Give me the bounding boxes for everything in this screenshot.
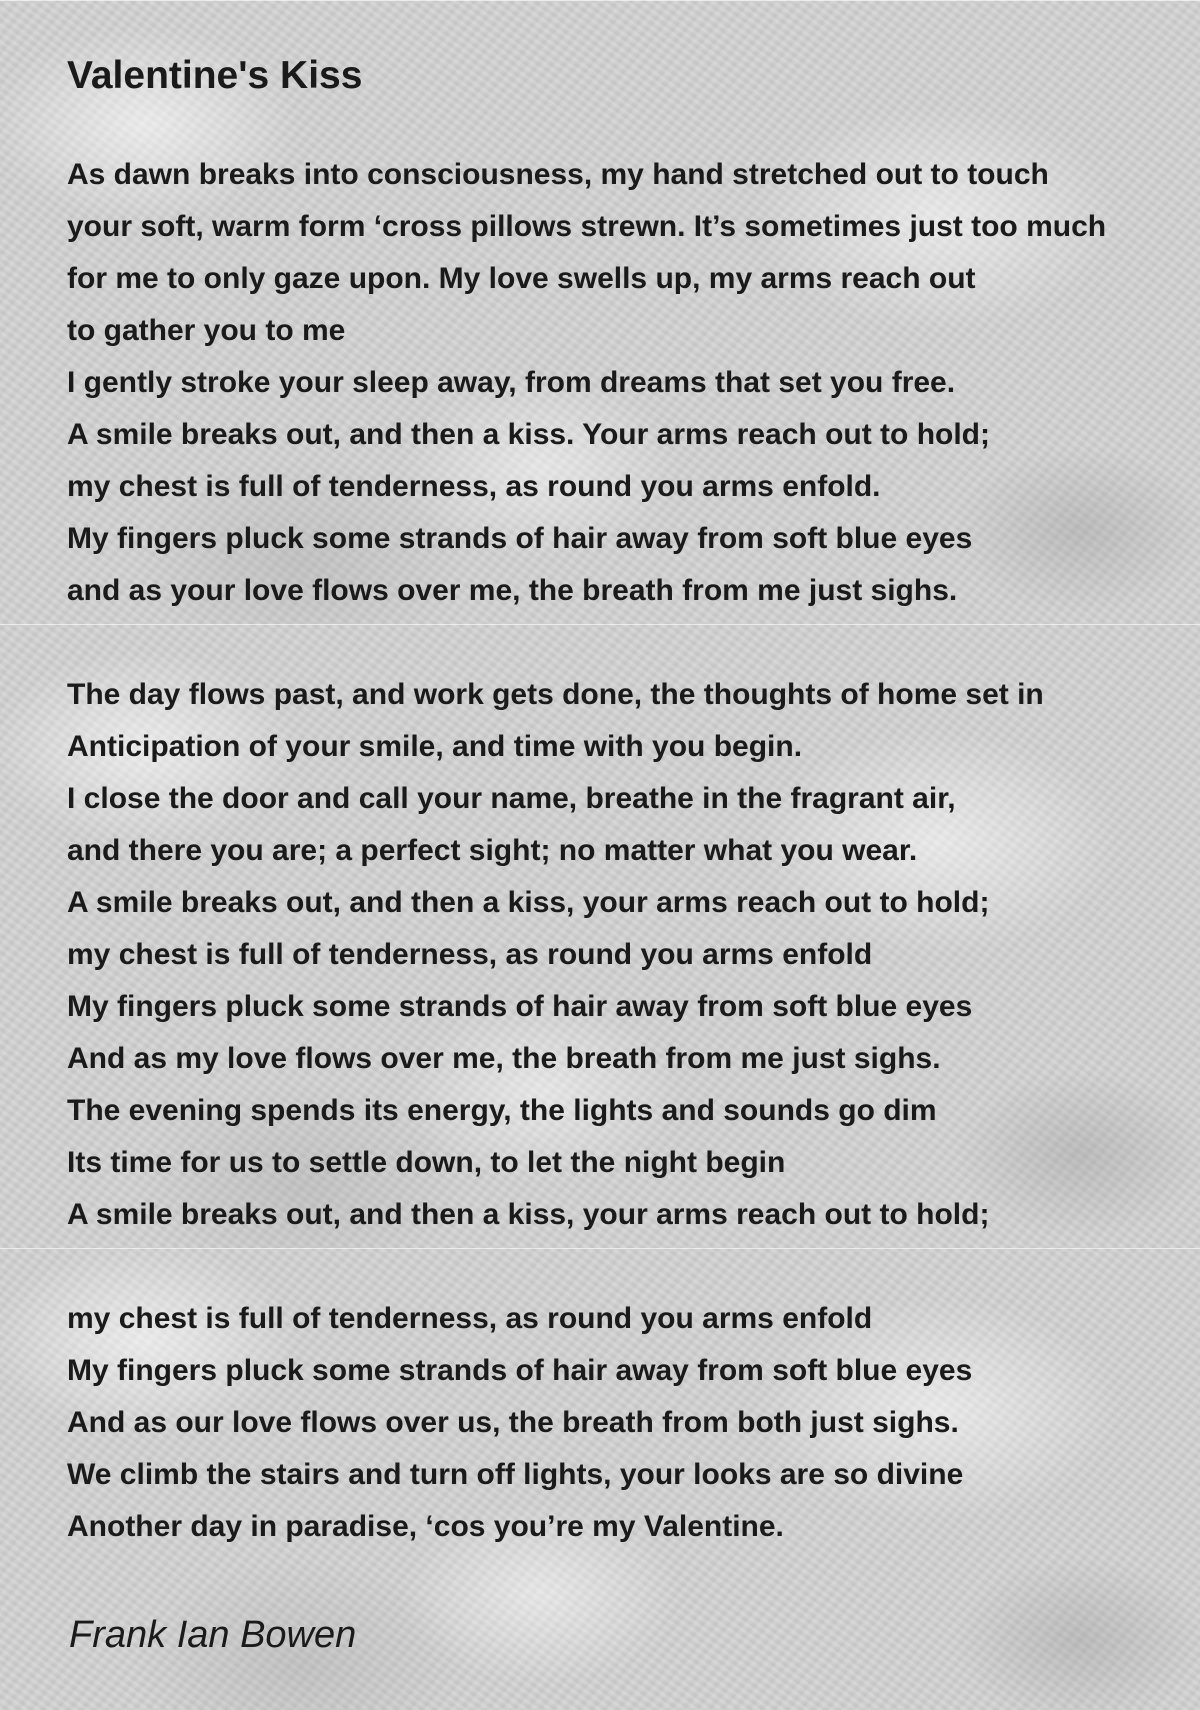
poem-line: We climb the stairs and turn off lights, your looks are so divine xyxy=(67,1458,964,1491)
poem-line: Its time for us to settle down, to let the night begin xyxy=(67,1146,786,1179)
poem-line: The day flows past, and work gets done, the thoughts of home set in xyxy=(67,678,1044,711)
poem-line: My fingers pluck some strands of hair away from soft blue eyes xyxy=(67,1354,973,1387)
poem-line: A smile breaks out, and then a kiss. Your arms reach out to hold; xyxy=(67,418,990,451)
poem-line: A smile breaks out, and then a kiss, your arms reach out to hold; xyxy=(67,886,990,919)
poem-line: Anticipation of your smile, and time with you begin. xyxy=(67,730,803,763)
poem-line: my chest is full of tenderness, as round you arms enfold xyxy=(67,938,873,971)
poem-line: and there you are; a perfect sight; no matter what you wear. xyxy=(67,834,918,867)
poem-line: My fingers pluck some strands of hair away from soft blue eyes xyxy=(67,990,973,1023)
poem-line: to gather you to me xyxy=(67,314,346,347)
poem-line: And as our love flows over us, the breath from both just sighs. xyxy=(67,1406,959,1439)
poem-line: I close the door and call your name, breathe in the fragrant air, xyxy=(67,782,956,815)
poem-author: Frank Ian Bowen xyxy=(69,1614,357,1656)
poem-line: I gently stroke your sleep away, from dreams that set you free. xyxy=(67,366,956,399)
poem-title: Valentine's Kiss xyxy=(67,54,363,97)
poem-line: for me to only gaze upon. My love swells up, my arms reach out xyxy=(67,262,976,295)
stanza-1 xyxy=(67,149,1106,617)
poem-line: Another day in paradise, ‘cos you’re my Valentine. xyxy=(67,1510,784,1543)
poem-line: my chest is full of tenderness, as round you arms enfold. xyxy=(67,470,881,503)
poem-line: The evening spends its energy, the lights and sounds go dim xyxy=(67,1094,937,1127)
poem-line: your soft, warm form ‘cross pillows strewn. It’s sometimes just too much xyxy=(67,210,1107,243)
poem-line: As dawn breaks into consciousness, my hand stretched out to touch xyxy=(67,158,1049,191)
stanza-2 xyxy=(67,669,1044,1241)
poem-line: A smile breaks out, and then a kiss, your arms reach out to hold; xyxy=(67,1198,990,1231)
poem-line: and as your love flows over me, the breath from me just sighs. xyxy=(67,574,958,607)
stanza-3 xyxy=(67,1293,972,1553)
poem-line: my chest is full of tenderness, as round you arms enfold xyxy=(67,1302,873,1335)
poem-line: My fingers pluck some strands of hair away from soft blue eyes xyxy=(67,522,973,555)
poem-line: And as my love flows over me, the breath from me just sighs. xyxy=(67,1042,941,1075)
